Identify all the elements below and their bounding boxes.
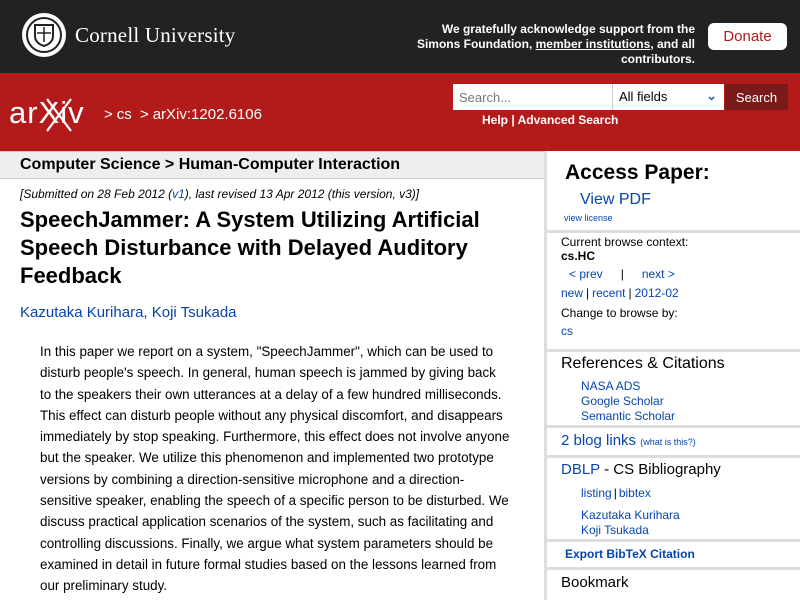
breadcrumb-separator: > [139,106,149,123]
breadcrumb-separator: > [104,106,113,123]
author-link[interactable]: Koji Tsukada [151,304,237,321]
listing-links [561,286,679,300]
semantic-scholar-link[interactable]: Semantic Scholar [581,409,676,423]
help-links [482,113,618,127]
chevron-down-icon: ⌄ [706,88,717,103]
dblp-listing-link[interactable]: listing [581,486,612,500]
version-1-link[interactable]: v1 [172,187,185,201]
export-box [547,539,800,567]
references-heading: References & Citations [561,355,725,372]
search-field-value: All fields [619,89,668,104]
help-link[interactable]: Help [482,113,509,127]
references-list [581,379,675,424]
new-link[interactable]: new [561,286,584,300]
arxiv-logo-text: arXiv [9,95,85,130]
help-separator: | [508,113,518,127]
author-separator: , [143,304,152,321]
paper-main [0,151,544,600]
prev-link[interactable]: < prev [569,267,603,281]
ack-text-end: , and all contributors. [621,37,695,66]
paper-title: SpeechJammer: A System Utilizing Artificial Speech Disturbance with Delayed Auditory Feedback [20,207,480,288]
export-bibtex-link[interactable]: Export BibTeX Citation [565,547,695,561]
cornell-seal-icon [22,13,66,57]
dblp-authors [581,508,680,538]
acknowledgement [400,22,695,67]
dblp-link[interactable]: DBLP [561,461,600,478]
what-is-this-link[interactable]: (what is this?) [640,437,696,447]
submission-dateline [20,187,419,201]
change-browse-label: Change to browse by: [561,306,678,320]
access-paper-heading: Access Paper: [565,161,710,184]
author-link[interactable]: Kazutaka Kurihara [20,304,144,321]
top-bar [0,0,800,73]
next-link[interactable]: next > [641,267,675,281]
university-name: Cornell University [75,22,236,47]
dblp-bibtex-link[interactable]: bibtex [618,486,651,500]
link-separator: | [613,486,617,500]
search-button[interactable]: Search [725,84,788,110]
cornell-logo[interactable] [22,13,236,57]
subject-bar [0,151,544,179]
donate-button[interactable]: Donate [708,23,787,50]
browse-context-value: cs.HC [561,249,596,263]
date-text-end: ), last revised 13 Apr 2012 (this version, v3)] [184,187,420,201]
prev-next-nav [569,267,675,281]
nav-separator: | [620,267,624,281]
abstract: In this paper we report on a system, "SpeechJammer", which can be used to disturb people's speech. In general, human speech is jammed by giving back to the speakers their own utterances at a delay of a few hundred milliseconds. This effect can disturb people without any physical discomfort, and disappears immediately by stop speaking. Furthermore, this effect does not involve anyone but the speaker. We utilize this phenomenon and implemented two prototype versions by combining a direction-sensitive microphone and a direction-sensitive speaker, enabling the speech of a specific person to be disturbed. We discuss practical application scenarios of the system, such as facilitating and controlling discussions. Finally, we argue what system parameters should be examined in detail in future formal studies based on the lessons learned from our preliminary study. [40,344,510,594]
link-separator: | [586,286,590,300]
blog-links [561,432,696,449]
dblp-box [547,455,800,539]
blog-box [547,425,800,455]
google-scholar-link[interactable]: Google Scholar [581,394,664,408]
bookmark-heading: Bookmark [561,574,629,591]
breadcrumb-cs[interactable]: cs [116,106,132,123]
bookmark-box [547,567,800,600]
ack-text: We gratefully acknowledge support from the Simons Foundation, [416,22,695,51]
nasa-ads-link[interactable]: NASA ADS [581,379,641,393]
subject-heading: Computer Science > Human-Computer Interaction [20,156,401,173]
breadcrumb [104,106,266,123]
view-license-link[interactable]: view license [564,213,613,223]
sidebar [544,151,800,600]
recent-link[interactable]: recent [592,286,626,300]
view-pdf-link[interactable]: View PDF [580,191,651,208]
dblp-author-link[interactable]: Kazutaka Kurihara [581,508,680,522]
month-link[interactable]: 2012-02 [634,286,679,300]
search-input[interactable] [453,84,612,110]
browse-context-label: Current browse context: [561,235,689,249]
access-paper-box [547,151,800,349]
author-list [20,304,237,321]
dblp-heading [561,461,721,478]
member-institutions-link[interactable]: member institutions [535,37,651,51]
date-text: [Submitted on 28 Feb 2012 ( [20,187,173,201]
browse-by-cs-link[interactable]: cs [561,324,573,338]
blog-links-link[interactable]: 2 blog links [561,432,637,449]
link-separator: | [628,286,632,300]
arxiv-logo[interactable] [9,95,101,141]
dblp-heading-text: - CS Bibliography [599,461,721,478]
search-field-select[interactable] [612,84,724,110]
arxiv-header [0,73,800,151]
breadcrumb-paper-id[interactable]: arXiv:1202.6106 [152,106,262,123]
dblp-author-link[interactable]: Koji Tsukada [581,523,649,537]
advanced-search-link[interactable]: Advanced Search [517,113,619,127]
dblp-links [581,486,651,500]
references-box [547,349,800,425]
